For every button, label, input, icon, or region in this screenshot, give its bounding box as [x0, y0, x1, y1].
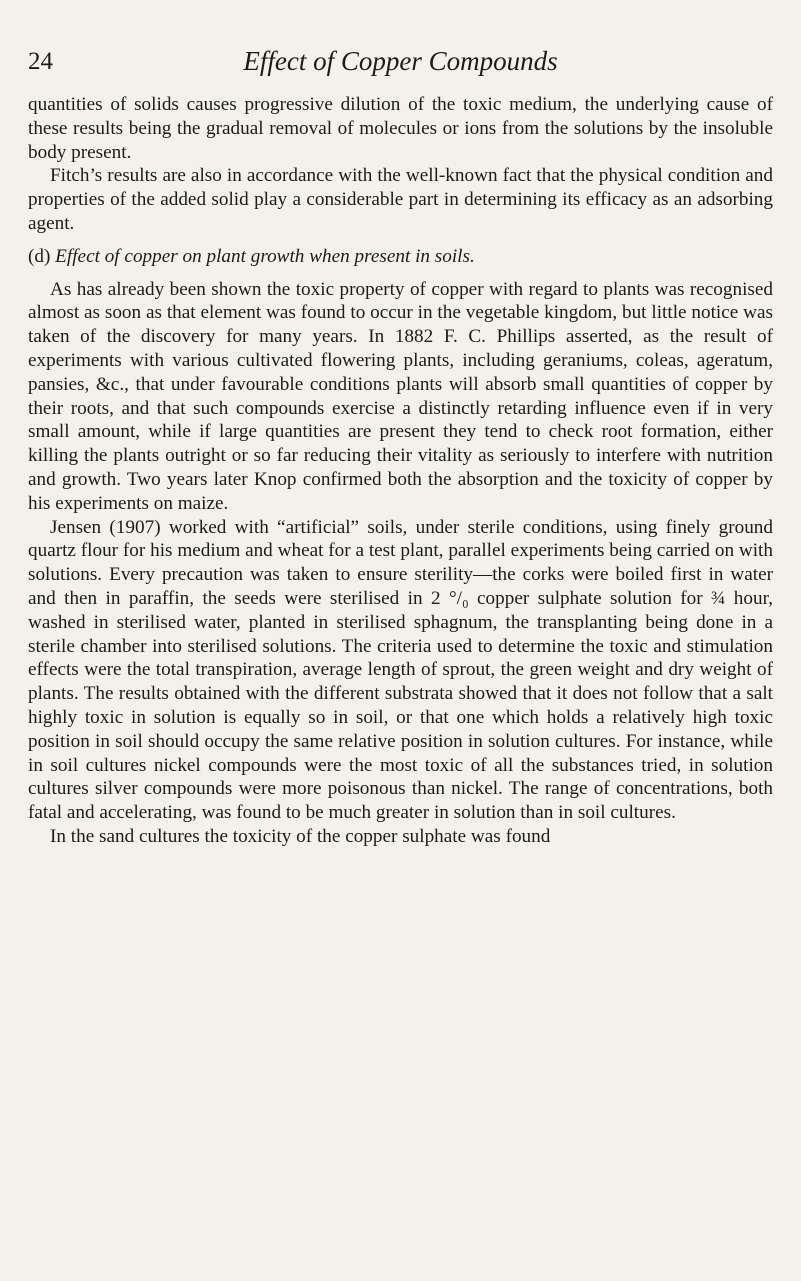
section-label: (d)	[28, 245, 51, 267]
paragraph-4: Jensen (1907) worked with “artificial” soils, under sterile conditions, using finely ground quartz flour for his medium and wheat for a test plant, parallel experiments being carried on with solutions. Every precaution was taken to ensure sterility—the corks were boiled first in water and then in paraffin, the seeds were sterilised in 2 °/₀ copper sulphate solution for ¾ hour, washed in sterilised water, planted in sterilised sphagnum, the transplanting being done in a sterile chamber into sterilised solutions. The criteria used to determine the toxic and stimulation effects were the total transpiration, average length of sprout, the green weight and dry weight of plants. The results obtained with the different substrata showed that it does not follow that a salt highly toxic in solution is equally so in soil, or that one which holds a relatively high toxic position in soil should occupy the same relative position in solution cultures. For instance, while in soil cultures nickel compounds were the most toxic of all the substances tried, in solution cultures silver compounds were more poisonous than nickel. The range of concentrations, both fatal and accelerating, was found to be much greater in solution than in soil cultures.	[28, 516, 773, 824]
running-title: Effect of Copper Compounds	[243, 46, 558, 76]
section-title: Effect of copper on plant growth when present in soils.	[55, 245, 475, 267]
paragraph-5: In the sand cultures the toxicity of the copper sulphate was found	[50, 825, 551, 847]
paragraph-3: As has already been shown the toxic property of copper with regard to plants was recognised almost as soon as that element was found to occur in the vegetable kingdom, but little notice was taken of the discovery for many years. In 1882 F. C. Phillips asserted, as the result of experiments with various cultivated flowering plants, including geraniums, coleas, ageratum, pansies, &c., that under favourable conditions plants will absorb small quantities of copper by their roots, and that such compounds exercise a distinctly retarding influence even if in very small amount, while if large quantities are present they tend to check root formation, either killing the plants outright or so far reducing their vitality as seriously to interfere with nutrition and growth. Two years later Knop confirmed both the absorption and the toxicity of copper by his experiments on maize.	[28, 278, 773, 514]
body-text	[28, 93, 773, 849]
section-heading	[28, 245, 773, 269]
paragraph-1: quantities of solids causes progressive dilution of the toxic medium, the underlying cause of these results being the gradual removal of molecules or ions from the solutions by the insoluble body present.	[28, 94, 773, 163]
page-number: 24	[28, 48, 53, 75]
paragraph-2: Fitch’s results are also in accordance with the well-known fact that the physical condition and properties of the added solid play a considerable part in determining its efficacy as an adsorbing agent.	[28, 165, 773, 234]
